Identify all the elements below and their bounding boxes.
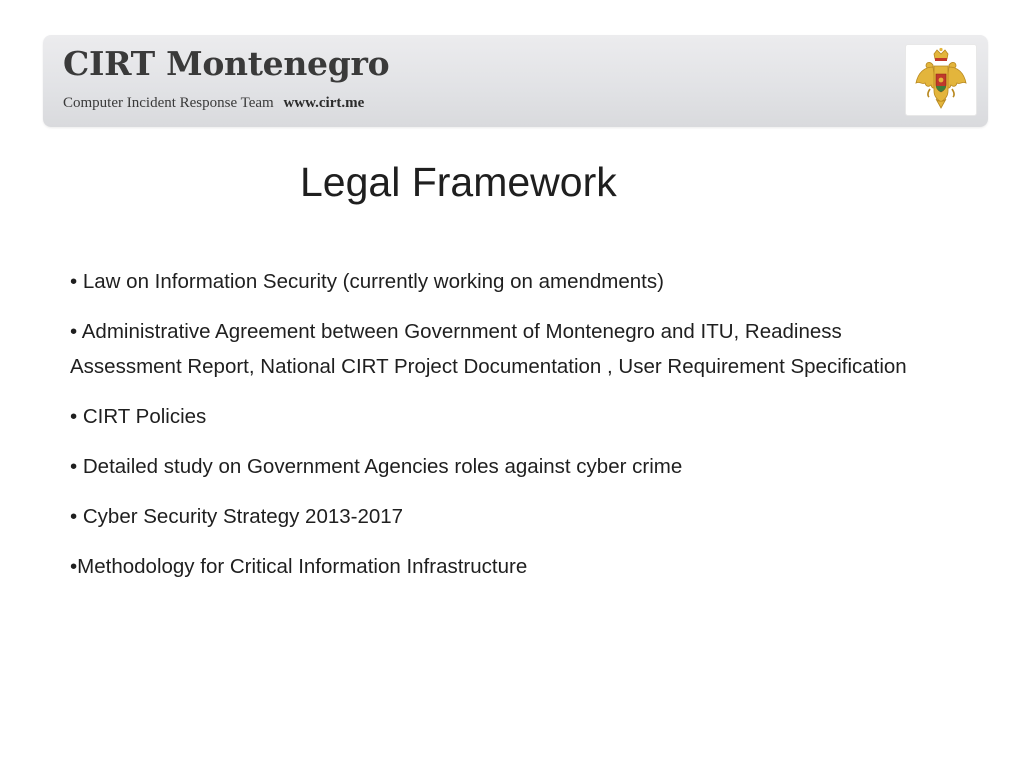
bullet-list [70,264,930,599]
bullet-item: • Administrative Agreement between Government of Montenegro and ITU, Readiness Assessment Report, National CIRT Project Documentation , User Requirement Specification [70,320,907,378]
brand-tagline: Computer Incident Response Team [63,95,274,111]
bullet-item: • Detailed study on Government Agencies roles against cyber crime [70,455,683,478]
bullet-item: • Cyber Security Strategy 2013-2017 [70,505,404,528]
brand-title: CIRT Montenegro [63,44,390,83]
bullet-item: •Methodology for Critical Information Infrastructure [70,555,528,578]
slide-title: Legal Framework [300,159,617,205]
bullet-item: • Law on Information Security (currently working on amendments) [70,270,664,293]
bullet-item: • CIRT Policies [70,405,207,428]
brand-subline [63,96,364,111]
header-banner [43,35,988,127]
brand-url[interactable]: www.cirt.me [283,95,365,111]
coat-of-arms-icon [905,44,977,116]
